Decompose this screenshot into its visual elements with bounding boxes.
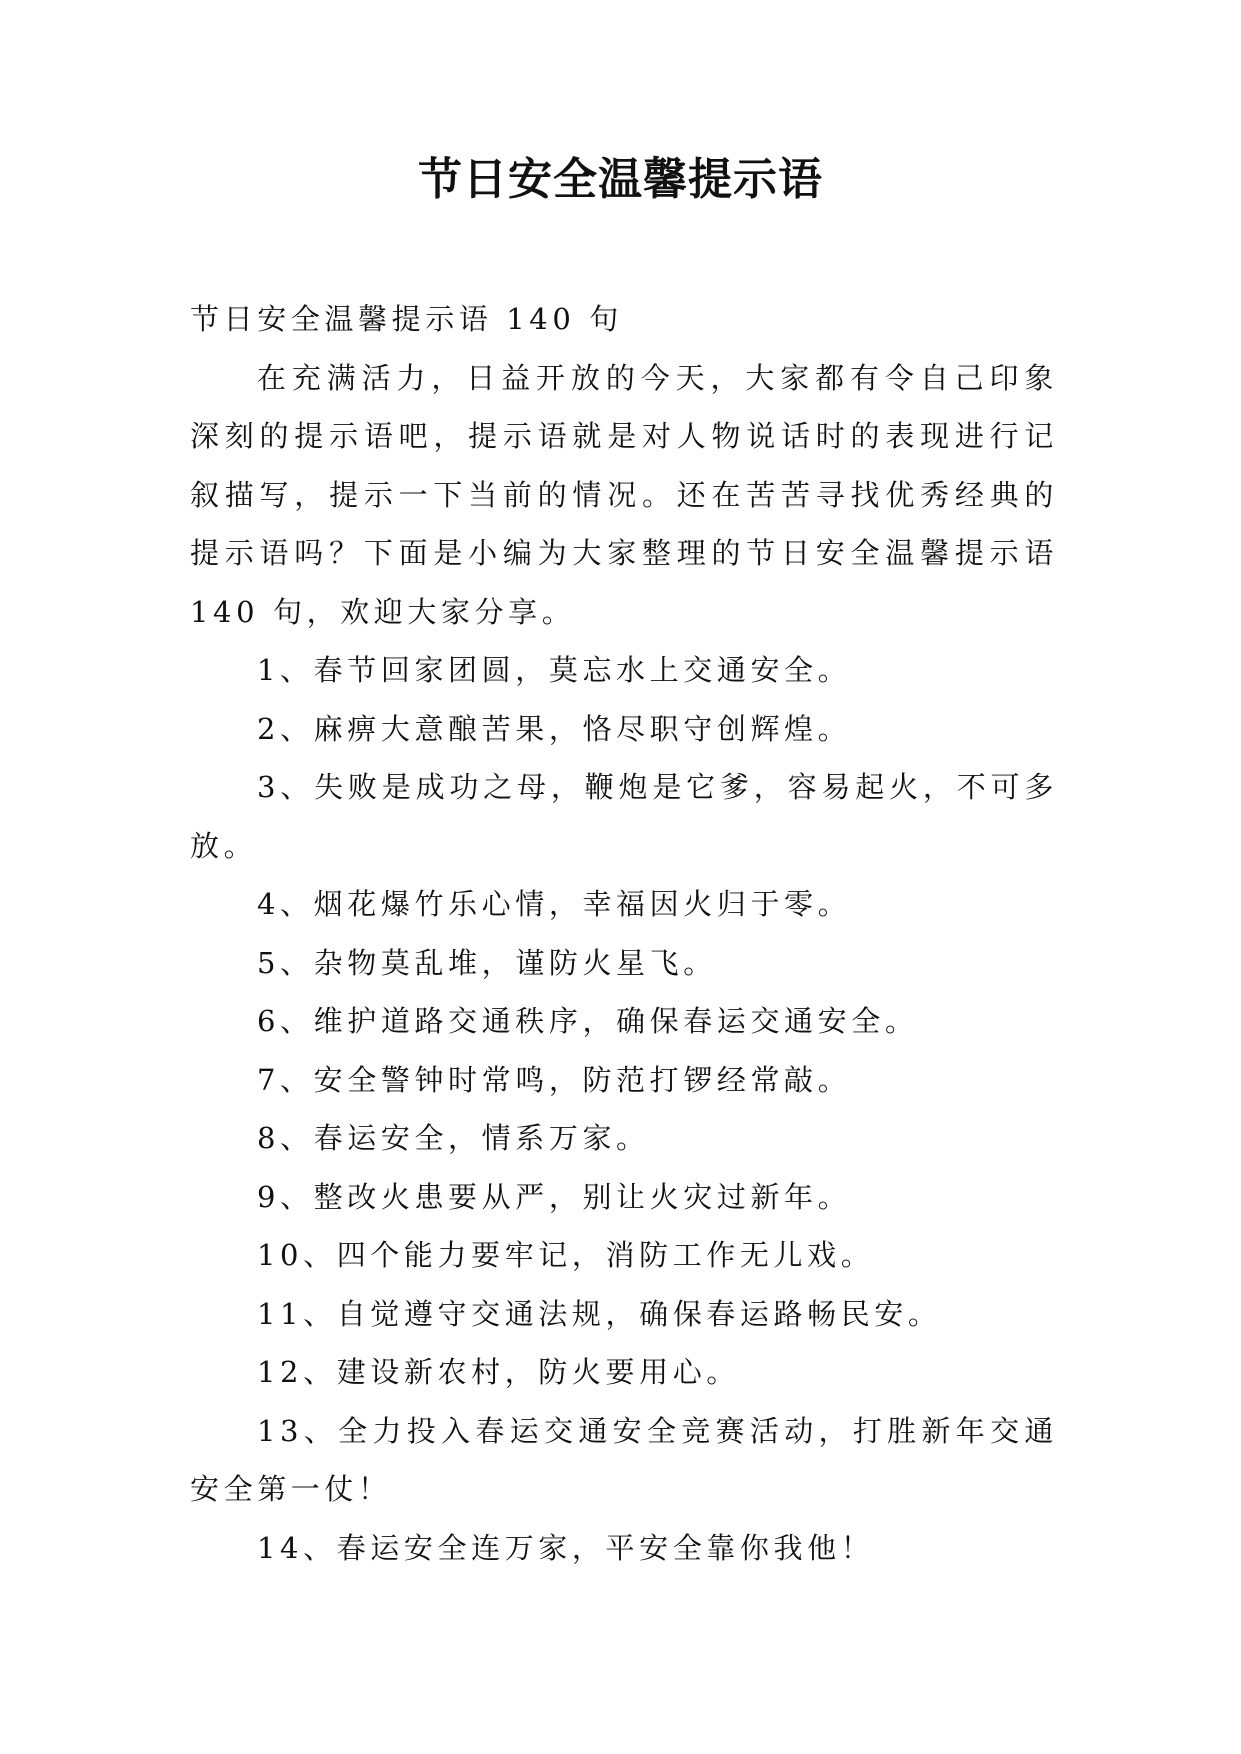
tip-item: 4、烟花爆竹乐心情，幸福因火归于零。 xyxy=(257,887,852,921)
tip-item: 13、全力投入春运交通安全竞赛活动，打胜新年交通安全第一仗！ xyxy=(190,1413,1058,1506)
intro-paragraph: 在充满活力，日益开放的今天，大家都有令自己印象深刻的提示语吧，提示语就是对人物说话时的表现进行记叙描写，提示一下当前的情况。还在苦苦寻找优秀经典的提示语吗？下面是小编为大家整理的节日安全温馨提示语 140 句，欢迎大家分享。 xyxy=(190,360,1058,629)
tip-item: 2、麻痹大意酿苦果，恪尽职守创辉煌。 xyxy=(257,711,852,746)
tip-item: 1、春节回家团圆，莫忘水上交通安全。 xyxy=(257,653,852,687)
document-title: 节日安全温馨提示语 xyxy=(418,154,823,205)
tip-item: 7、安全警钟时常鸣，防范打锣经常敲。 xyxy=(257,1062,852,1097)
tip-item: 11、自觉遵守交通法规，确保春运路畅民安。 xyxy=(257,1296,942,1331)
tip-item: 14、春运安全连万家，平安全靠你我他！ xyxy=(257,1530,875,1565)
tip-item: 10、四个能力要牢记，消防工作无儿戏。 xyxy=(257,1238,875,1272)
tip-item: 12、建设新农村，防火要用心。 xyxy=(257,1355,740,1389)
document-subtitle: 节日安全温馨提示语 140 句 xyxy=(190,302,623,336)
document-body xyxy=(190,290,1058,1577)
tip-item: 5、杂物莫乱堆，谨防火星飞。 xyxy=(257,945,717,980)
tip-item: 8、春运安全，情系万家。 xyxy=(257,1121,650,1155)
tip-item: 3、失败是成功之母，鞭炮是它爹，容易起火，不可多放。 xyxy=(190,770,1058,863)
tip-item: 6、维护道路交通秩序，确保春运交通安全。 xyxy=(257,1004,919,1038)
tip-item: 9、整改火患要从严，别让火灾过新年。 xyxy=(257,1179,852,1214)
